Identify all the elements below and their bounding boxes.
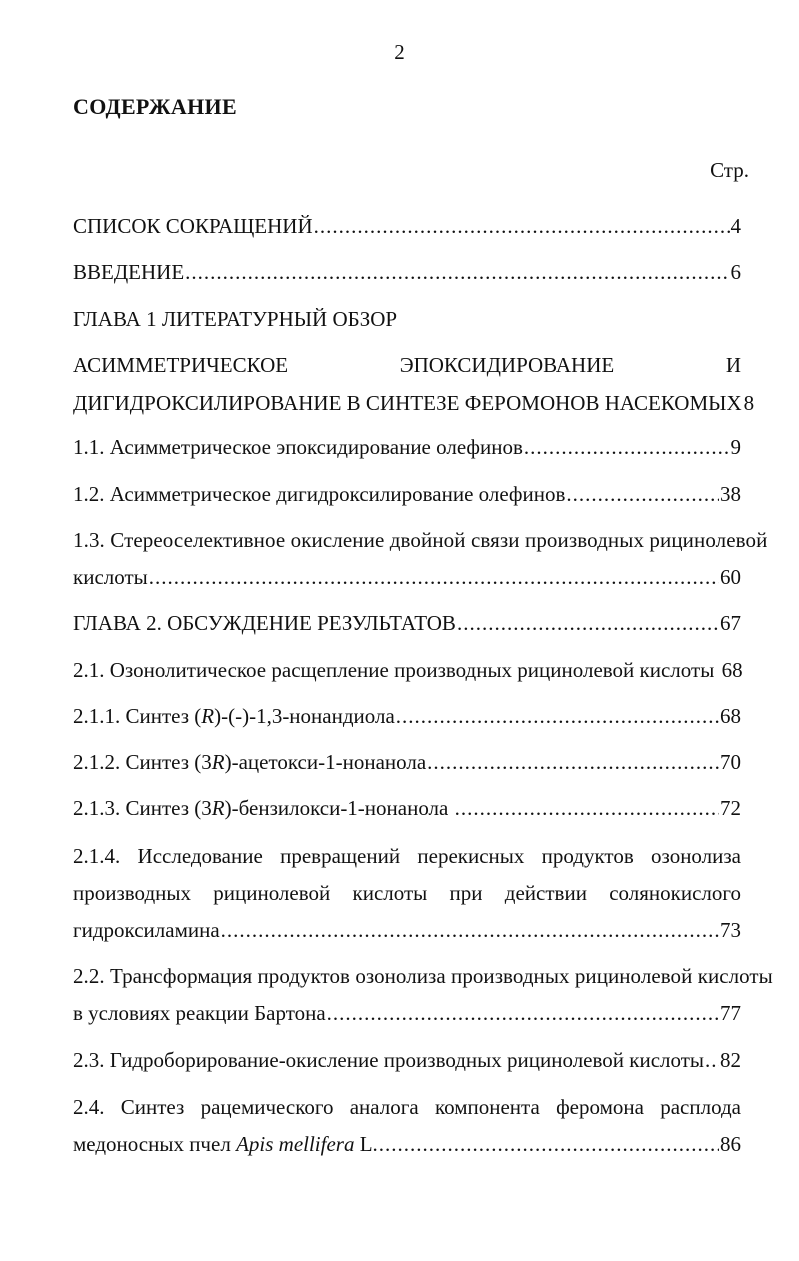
word: ЭПОКСИДИРОВАНИЕ	[399, 353, 615, 377]
text-part: 2.1.1. Синтез (	[73, 704, 202, 728]
page-number: 2	[394, 40, 405, 64]
toc-entry-text: ГЛАВА 2. ОБСУЖДЕНИЕ РЕЗУЛЬТАТОВ	[73, 611, 456, 635]
toc-chapter-1-subtitle-line1[interactable]	[73, 355, 741, 377]
toc-entry-introduction[interactable]	[73, 262, 741, 283]
text-part: )-бензилокси-1-нонанола	[224, 796, 454, 820]
toc-entry-text: ДИГИДРОКСИЛИРОВАНИЕ В СИНТЕЗЕ ФЕРОМОНОВ НАСЕКОМЫХ	[73, 391, 742, 415]
toc-entry-text: гидроксиламина	[73, 918, 220, 942]
word: И	[725, 353, 741, 377]
text-part: медоносных пчел	[73, 1132, 237, 1156]
dot-leader	[427, 752, 719, 773]
toc-entry-page: 38	[720, 482, 741, 506]
toc-entry-text: 2.3. Гидроборирование-окисление производных рицинолевой кислоты	[73, 1048, 705, 1072]
toc-entry-page: 72	[720, 796, 741, 820]
text-part: )-ацетокси-1-нонанола	[224, 750, 427, 774]
dot-leader	[705, 1050, 719, 1071]
text-part: L.	[354, 1132, 378, 1156]
word: кислоты	[352, 881, 428, 905]
word: Синтез	[120, 1095, 185, 1119]
toc-entry-text: 2.1. Озонолитическое расщепление производных рицинолевой кислоты	[73, 658, 720, 682]
toc-entry-page: 60	[720, 565, 741, 589]
toc-entry-1-2[interactable]	[73, 484, 741, 505]
toc-entry-2-1-4-line1[interactable]	[73, 846, 741, 868]
toc-entry-page: 68	[720, 704, 741, 728]
toc-entry-text: 1.1. Асимметрическое эпоксидирование олефинов	[73, 435, 523, 459]
text-part: 2.1.3. Синтез (3	[73, 796, 212, 820]
dot-leader	[457, 613, 719, 634]
word: феромона	[556, 1095, 644, 1119]
toc-entry-text	[73, 798, 454, 819]
dot-leader	[185, 262, 729, 283]
text-part-italic: Apis mellifera	[236, 1132, 355, 1156]
toc-entry-text: 1.2. Асимметрическое дигидроксилирование олефинов	[73, 482, 566, 506]
text-part: 2.1.2. Синтез (3	[73, 750, 212, 774]
word: рицинолевой	[213, 881, 331, 905]
word: компонента	[434, 1095, 540, 1119]
toc-entry-1-3-line2[interactable]	[73, 567, 741, 588]
toc-entry-2-1[interactable]	[73, 660, 741, 681]
toc-entry-page: 8	[743, 391, 755, 415]
toc-entry-2-3[interactable]	[73, 1050, 741, 1071]
word: расплода	[660, 1095, 741, 1119]
word: перекисных	[417, 844, 525, 868]
text-part: )-(-)-1,3-нонандиола	[214, 704, 395, 728]
dot-leader	[221, 920, 719, 941]
toc-entry-1-3-line1[interactable]: 1.3. Стереоселективное окисление двойной связи производных рицинолевой	[73, 528, 768, 552]
toc-entry-page: 73	[720, 918, 741, 942]
word: при	[449, 881, 483, 905]
toc-chapter-2[interactable]	[73, 613, 741, 634]
dot-leader	[455, 798, 719, 819]
toc-entry-2-4-line2[interactable]	[73, 1134, 741, 1155]
toc-entry-page: 82	[720, 1048, 741, 1072]
toc-entry-text: кислоты	[73, 565, 148, 589]
dot-leader	[566, 484, 719, 505]
dot-leader	[379, 1134, 719, 1155]
toc-entry-page: 68	[721, 658, 743, 682]
toc-entry-1-1[interactable]	[73, 437, 741, 458]
dot-leader	[524, 437, 730, 458]
toc-entry-2-1-1[interactable]	[73, 706, 741, 727]
toc-entry-page: 77	[720, 1001, 741, 1025]
toc-entry-page: 70	[720, 750, 741, 774]
page-title: СОДЕРЖАНИЕ	[73, 94, 237, 119]
dot-leader	[396, 706, 719, 727]
word: превращений	[280, 844, 401, 868]
toc-entry-text	[73, 752, 426, 773]
toc-entry-text	[73, 706, 395, 727]
toc-entry-text: ВВЕДЕНИЕ	[73, 260, 185, 284]
word: аналога	[349, 1095, 419, 1119]
text-part-italic: R	[211, 750, 225, 774]
toc-entry-2-1-4-line2[interactable]	[73, 883, 741, 905]
toc-entry-page: 86	[720, 1132, 741, 1156]
toc-entry-2-4-line1[interactable]	[73, 1097, 741, 1119]
word: 2.1.4.	[73, 844, 121, 868]
text-part-italic: R	[211, 796, 225, 820]
toc-entry-2-1-2[interactable]	[73, 752, 741, 773]
dot-leader	[149, 567, 719, 588]
toc-entry-page: 67	[720, 611, 741, 635]
toc-chapter-1-title[interactable]: ГЛАВА 1 ЛИТЕРАТУРНЫЙ ОБЗОР	[73, 307, 398, 331]
word: производных	[73, 881, 191, 905]
toc-entry-2-1-3[interactable]	[73, 798, 741, 819]
word: АСИММЕТРИЧЕСКОЕ	[73, 353, 289, 377]
word: продуктов	[541, 844, 634, 868]
toc-entry-page: 4	[730, 214, 741, 238]
toc-entry-page: 9	[730, 435, 741, 459]
word: озонолиза	[651, 844, 741, 868]
word: действии	[504, 881, 587, 905]
toc-entry-2-1-4-line3[interactable]	[73, 920, 741, 941]
toc-chapter-1-subtitle-line2[interactable]	[73, 391, 755, 415]
toc-entry-abbreviations[interactable]	[73, 216, 741, 237]
toc-entry-text: СПИСОК СОКРАЩЕНИЙ	[73, 214, 313, 238]
toc-entry-page: 6	[730, 260, 741, 284]
word: солянокислого	[609, 881, 741, 905]
toc-entry-2-2-line2[interactable]	[73, 1003, 741, 1024]
text-part-italic: R	[201, 704, 215, 728]
dot-leader	[327, 1003, 719, 1024]
toc-entry-text: в условиях реакции Бартона	[73, 1001, 326, 1025]
word: 2.4.	[73, 1095, 105, 1119]
toc-entry-text	[73, 1134, 378, 1155]
dot-leader	[314, 216, 730, 237]
toc-entry-2-2-line1[interactable]: 2.2. Трансформация продуктов озонолиза производных рицинолевой кислоты	[73, 964, 773, 988]
page-column-label: Стр.	[710, 158, 749, 182]
word: Исследование	[137, 844, 263, 868]
word: рацемического	[200, 1095, 334, 1119]
